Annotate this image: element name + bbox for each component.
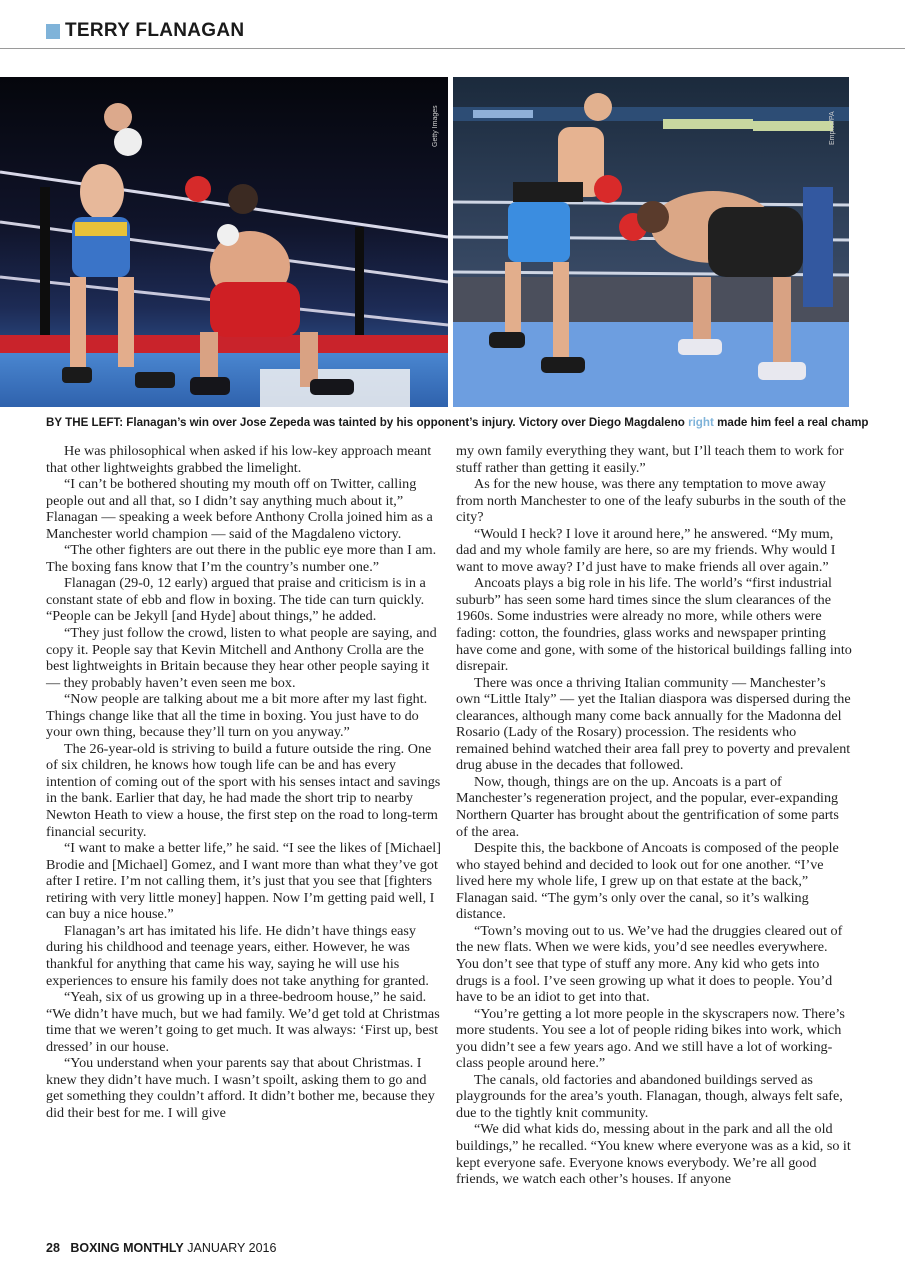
paragraph: Despite this, the backbone of Ancoats is composed of the people who stayed behind and decided to look out for one another. “I’ve lived here my whole life, I grew up on that estate at the back,” Flanagan said. “The gym’s only over the canal, so it’s walking distance. — [456, 840, 839, 923]
paragraph: Flanagan’s art has imitated his life. He didn’t have things easy during his childhood and teenage years, either. However, he was thankful for anything that came his way, saying he will use his experiences to ensure his family does not take anything for granted. — [46, 922, 429, 989]
paragraph: “I can’t be bothered shouting my mouth off on Twitter, calling people out and all that, so I didn’t say anything much about it,” Flanagan — speaking a week before Anthony Crolla joined him as a Manchester world champion — said of the Magdaleno victory. — [46, 476, 433, 542]
paragraph: “I want to make a better life,” he said. “I see the likes of [Michael] Brodie and [Michael] Gomez, and I want more than what they’ve got after I retire. I’m not calling them, it’s just that you see that [fighters retiring with very little money] happen. Now I’m getting paid well, I can buy a nice house.” — [46, 840, 441, 923]
paragraph: Flanagan (29-0, 12 early) argued that praise and criticism is in a constant state of ebb and flow in boxing. The tide can turn quickly. “People can be Jekyll [and Hyde] about things,” he added. — [46, 575, 426, 625]
issue-date: JANUARY 2016 — [187, 1241, 277, 1255]
caption-tail: made him feel a real champ — [713, 416, 869, 429]
caption-lead: BY THE LEFT: Flanagan’s win over Jose Zepeda was tainted by his opponent’s injury. Victory over Diego Magdaleno — [46, 416, 689, 429]
paragraph: “Now people are talking about me a bit more after my last fight. Things change like that all the time in boxing. You just have to do your own thing, because they’ll turn on you anyway.” — [46, 691, 428, 741]
paragraph: As for the new house, was there any temptation to move away from north Manchester to one of the leafy suburbs in the south of the city? — [456, 476, 846, 526]
section-marker — [46, 24, 60, 39]
magazine-name: BOXING MONTHLY — [70, 1241, 184, 1255]
paragraph: The 26-year-old is striving to build a future outside the ring. One of six children, he knows how tough life can be and has every intention of coming out of the sport with his senses intact and savings in the bank. Earlier that day, he had made the short trip to nearby Newton Heath to view a house, the first step on the road to long-term financial security. — [46, 740, 441, 840]
photo-left — [0, 77, 448, 407]
caption-highlight: right — [688, 416, 714, 429]
photo-credit-left: Getty Images — [432, 105, 439, 147]
paragraph: Ancoats plays a big role in his life. The world’s “first industrial suburb” has seen some hard times since the slum clearances of the 1960s. Some industries were already no more, while others were fading: cotton, the foundries, glass works and newspaper printing have come and gone, with some of the historical buildings falling into disrepair. — [456, 575, 852, 675]
article-column-right — [456, 443, 852, 1188]
boxing-photo-left — [0, 77, 448, 407]
paragraph: “Yeah, six of us growing up in a three-bedroom house,” he said. “We didn’t have much, but we had family. We’d get told at Christmas time that we weren’t going to get much. It was always: ‘First up, best dressed’ in our house. — [46, 989, 440, 1055]
photo-right — [453, 77, 849, 407]
section-title: TERRY FLANAGAN — [65, 20, 245, 41]
paragraph: The canals, old factories and abandoned buildings served as playgrounds for the area’s youth. Flanagan, though, always felt safe, due to the tightly knit community. — [456, 1071, 843, 1121]
paragraph: “The other fighters are out there in the public eye more than I am. The boxing fans know that I’m the country’s number one.” — [46, 542, 437, 575]
paragraph: “You’re getting a lot more people in the skyscrapers now. There’s more students. You see a lot of people riding bikes into work, which you didn’t see a few years ago. And we still have a lot of working-class people around here.” — [456, 1005, 845, 1072]
paragraph: “You understand when your parents say that about Christmas. I knew they didn’t have much. I wasn’t spoilt, asking them to go and get something they couldn’t afford. It didn’t bother me, because they did their best for me. I will give — [46, 1055, 435, 1121]
photo-credit-right: Empics/PA — [829, 111, 836, 145]
paragraph: There was once a thriving Italian community — Manchester’s own “Little Italy” — yet the Italian diaspora was dispersed during the clearances, although many come back annually for the Madonna del Rosario (Lady of the Rosary) procession. The residents who remained behind watched their area fall prey to poverty and prevalent drug abuse in the decades that followed. — [456, 674, 851, 774]
paragraph: “They just follow the crowd, listen to what people are saying, and copy it. People say that Kevin Mitchell and Anthony Crolla are the best lightweights in Britain because they hear other people saying it — they probably haven’t even seen me box. — [46, 625, 437, 691]
paragraph: Now, though, things are on the up. Ancoats is a part of Manchester’s regeneration project, and the popular, ever-expanding Northern Quarter has brought about the gentrification of some parts of the area. — [456, 773, 839, 840]
photo-caption — [46, 415, 869, 431]
page-footer — [46, 1240, 276, 1256]
paragraph: “Town’s moving out to us. We’ve had the druggies cleared out of the new flats. When we were kids, you’d see needles everywhere. You don’t see that type of stuff any more. Any kid who gets into drugs is a fool. I’ve seen growing up what it does to people. You’d have to be an idiot to get into that. — [456, 922, 843, 1006]
paragraph: “Would I heck? I love it around here,” he answered. “My mum, dad and my whole family are here, so are my friends. Why would I want to move away? I’d just have to make friends all over again.” — [456, 525, 836, 575]
boxing-photo-right — [453, 77, 849, 407]
page-number: 28 — [46, 1241, 60, 1255]
paragraph: “We did what kids do, messing about in the park and all the old buildings,” he recalled. “You knew where everyone was as a kid, so it kept everyone safe. Everyone knows everybody. We’re all good friends, we watch each other’s houses. If anyone — [456, 1121, 851, 1188]
article-column-left — [46, 443, 442, 1121]
paragraph-continued: my own family everything they want, but I’ll teach them to work for stuff rather than getting it easily.” — [456, 443, 844, 476]
page-header — [0, 0, 905, 49]
paragraph: He was philosophical when asked if his low-key approach meant that other lightweights grabbed the limelight. — [46, 443, 432, 476]
